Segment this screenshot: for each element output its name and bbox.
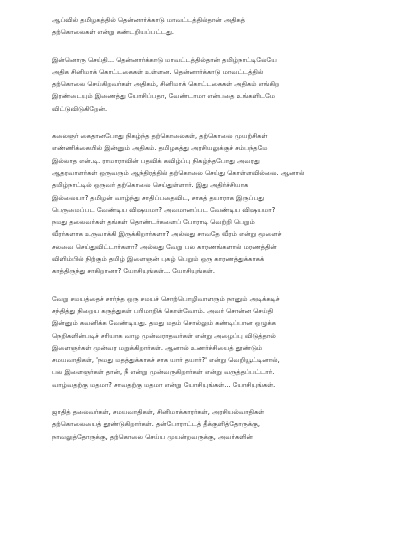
text-line: பெருமைப்பட வேண்டிய விஷயமா? அவமானப்பட வேண்டிய விஷயமா? [52, 205, 276, 214]
paragraph [52, 14, 398, 39]
text-line: ஆதரவாளர்கள் ஒருவரும் ஆந்திரத்தில் தற்கொலை செய்து கொள்ளவில்லை. ஆனால் [52, 168, 305, 177]
text-line: இன்னொரு செய்தி... தென்னார்க்காடு மாவட்டத்தில்தான் தமிழ்நாட்டிலேயே [52, 55, 277, 64]
text-line: விளிம்பில் நிற்கும் தமிழ் இளைஞன் புகழ் பெறும் ஒரு காரணத்துக்காகக் [52, 255, 265, 264]
text-line: தற்கொலை செய்கிறவர்கள் அதிகம், சினிமாக் கொட்டகைகள் அதிகம் எங்கிற [52, 80, 280, 89]
text-line: விட்டுவிடுகிறேன். [52, 104, 108, 113]
paragraph [52, 406, 398, 443]
text-line: தற்கொலைகள் என்று கண்டறியப்பட்டது. [52, 28, 175, 37]
paragraph [52, 130, 398, 278]
text-line: சமயவாதிகள், 'நமது மதத்துக்காகச் சாக யார் தயார்?' என்று வெறியூட்டினால், [52, 356, 280, 365]
text-line: தற்கொலையைத் தூண்டுகிறார்கள். தன்போராட்டத் தீக்குளித்தோருக்கு, [52, 420, 260, 429]
text-line: கலைஞர் கைதானபோது நிகழ்ந்த தற்கொலைகள், தற்கொலை முயற்சிகள் [52, 132, 268, 141]
text-line: இல்லாத என்.டி. ராமாராவின் பதவிக் கவிழ்ப்பு நிகழ்ந்தபோது அவரது [52, 156, 260, 165]
text-line: தமிழ்நாட்டில் ஒருவர் தற்கொலை செய்துள்ளார். இது அதிர்ச்சியாக [52, 181, 249, 190]
text-line: வாழ்வதற்கு மதமா? சாவதற்கு மதமா என்று யோசியுங்கள்... யோசியுங்கள். [52, 380, 276, 389]
text-line: நெறிகளின்படிச் சரியாக வாழ முன்வராதவர்கள் என்று அழைப்பு விடுத்தால் [52, 331, 276, 340]
text-line: அதிக சினிமாக் கொட்டகைகள் உள்ளன. தென்னார்க்காடு மாவட்டத்தில் [52, 67, 264, 76]
text-line: ஜாதித் தலைவர்கள், சமயவாதிகள், சினிமாக்காரர்கள், அரசியல்வாதிகள் [52, 408, 265, 417]
text-line: இன்னும் கவனிக்க வேண்டியது. தமது மதம் சொல்லும் கண்டிப்பான ஒழுக்க [52, 319, 276, 328]
text-line: எண்ணிக்கையில் இன்னும் அதிகம். தமிழகத்து அரசியலுக்குச் சம்பந்தமே [52, 144, 268, 153]
text-line: வீரர்களாக உருவாக்கி இருக்கிறார்களா? அல்லது சாவதே வீரம் என்று மூளைச் [52, 230, 282, 239]
text-line: காத்திருந்து சாகிறானா? யோசியுங்கள்... யோசியுங்கள். [52, 267, 215, 276]
paragraph [52, 54, 398, 115]
text-line: சந்தித்து நிறைய கருத்துகள் பரிமாறிக் கொள்வோம். அவர் சொன்ன செய்தி [52, 306, 274, 315]
text-line: இளைஞர்கள் முன்வர மறுக்கிறார்கள். ஆனால் உணர்ச்சியைத் தூண்டும் [52, 343, 263, 352]
text-line: இல்லையா? தமிழன் வாழ்ந்து சாதிப்பதைவிட, சாகத் தயாராக இருப்பது [52, 193, 265, 202]
text-line: நாவலுத்தோருக்கு, தற்கொலை செய்ய முயன்றவருக்கு, அவர்களின் [52, 432, 253, 441]
text-line: வேறு சமயத்தைச் சார்ந்த ஒரு சமயச் சொற்பொழிவாளரும் நானும் அடிக்கடிச் [52, 294, 280, 303]
paragraph [52, 293, 398, 391]
text-line: நமது தலைவர்கள் தங்கள் தொண்டர்களைப் போராடி வெற்றி பெறும் [52, 218, 255, 227]
text-line: பல இளைஞர்கள் தான், நீ என்று முன்வருகிறார்கள் என்று வருத்தப்பட்டார். [52, 368, 275, 377]
text-line: சலவை செய்துவிட்டார்களா? அல்லது வேறு பல காரணங்களால் மரணத்தின் [52, 242, 277, 251]
text-line: ஆப்வில் தமிழகத்தில் தென்னார்க்காடு மாவட்டத்தில்தான் அதிகத் [52, 16, 246, 24]
text-line: இரண்டையும் இணைத்து யோசிப்பதா, வேண்டாமா என்பதை உங்களிடமே [52, 92, 276, 101]
